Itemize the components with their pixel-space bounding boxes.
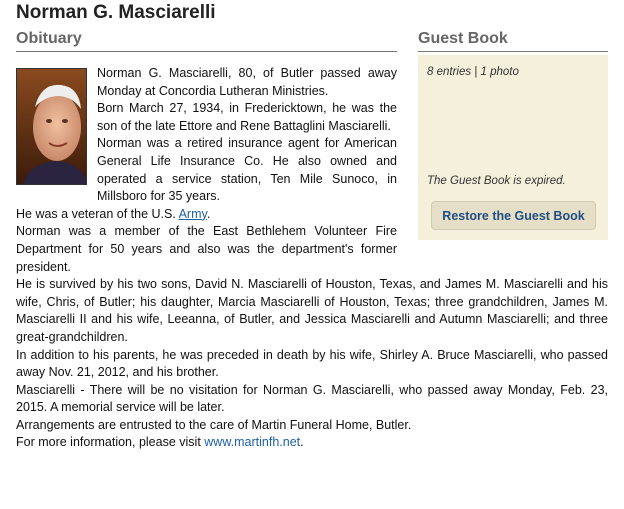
guestbook-entry-count: 8 entries | 1 photo bbox=[427, 66, 519, 78]
veteran-text-end: . bbox=[206, 206, 211, 221]
obituary-paragraph: Norman G. Masciarelli, 80, of Butler passed away Monday at Concordia Lutheran Ministries. bbox=[97, 66, 397, 98]
veteran-text: He was a veteran of the U.S. bbox=[16, 206, 179, 221]
guestbook-expired-notice: The Guest Book is expired. bbox=[427, 175, 566, 187]
obituary-paragraph: He is survived by his two sons, David N. Masciarelli of Houston, Texas, and James M. Masciarelli and his wife, Chris, of Butler; his daughter, Marcia Masciarelli of Houston, Texas; three grandchildren, James M. Masciarelli II and his wife, Leeanna, of Butler, and Jessica Masciarelli and Autumn Masciarelli; and three great-grandchildren. bbox=[16, 277, 608, 344]
guestbook-heading: Guest Book bbox=[418, 30, 608, 52]
guestbook-panel bbox=[418, 55, 608, 240]
obituary-paragraph bbox=[16, 434, 608, 452]
portrait-photo bbox=[16, 68, 87, 185]
funeral-home-link[interactable]: www.martinfh.net bbox=[204, 435, 301, 450]
army-link[interactable]: Army bbox=[178, 206, 207, 221]
obituary-paragraph bbox=[16, 206, 397, 224]
more-info-end: . bbox=[300, 435, 304, 450]
obituary-paragraph: Norman was a retired insurance agent for American General Life Insurance Co. He also owned and operated a service station, Ten Mile Sunoco, in Millsboro for 35 years. bbox=[97, 136, 397, 204]
restore-guestbook-button[interactable]: Restore the Guest Book bbox=[431, 201, 596, 230]
obituary-paragraph: In addition to his parents, he was preceded in death by his wife, Shirley A. Bruce Masciarelli, who passed away Nov. 21, 2012, and his brother. bbox=[16, 347, 608, 380]
more-info-text: For more information, please visit bbox=[16, 435, 205, 450]
obituary-paragraph: Born March 27, 1934, in Fredericktown, he was the son of the late Ettore and Rene Battaglini Masciarelli. bbox=[97, 101, 397, 133]
obituary-paragraph: Norman was a member of the East Bethlehem Volunteer Fire Department for 50 years and also was the department's former president. bbox=[16, 224, 397, 274]
obituary-heading: Obituary bbox=[16, 30, 397, 52]
obituary-paragraph: Masciarelli - There will be no visitation for Norman G. Masciarelli, who passed away Monday, Feb. 23, 2015. A memorial service will be later. bbox=[16, 382, 608, 415]
obituary-paragraph: Arrangements are entrusted to the care of Martin Funeral Home, Butler. bbox=[16, 417, 412, 432]
page-title: Norman G. Masciarelli bbox=[16, 2, 216, 23]
